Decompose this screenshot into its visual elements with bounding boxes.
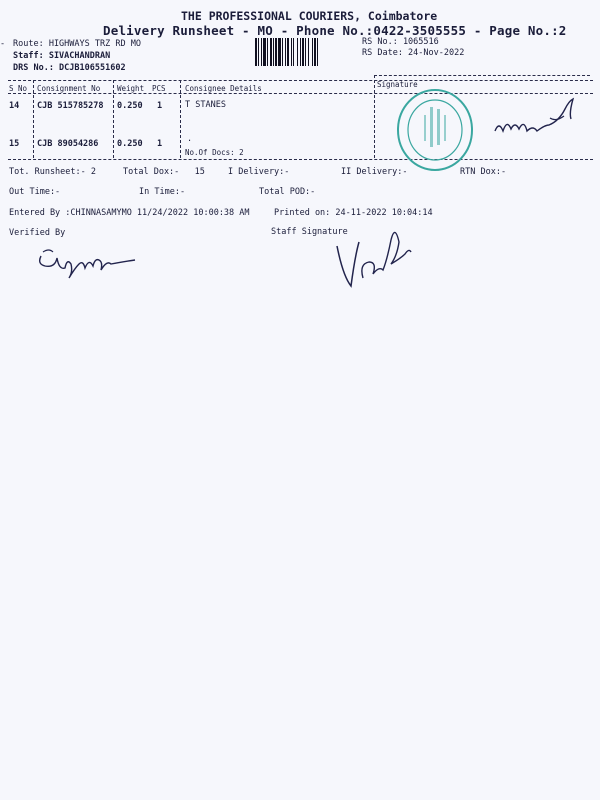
runsheet-subtitle: Delivery Runsheet - MO - Phone No.:0422-3505555 - Page No.:2 xyxy=(103,23,567,38)
route-label: Route: HIGHWAYS TRZ RD MO xyxy=(13,39,141,49)
margin-dash: - xyxy=(0,39,6,49)
printed-on: Printed on: 24-11-2022 10:04:14 xyxy=(274,208,433,218)
col-divider xyxy=(113,80,114,158)
i-delivery: I Delivery:- xyxy=(228,167,290,177)
in-time: In Time:- xyxy=(139,187,186,197)
ii-delivery: II Delivery:- xyxy=(341,167,408,177)
row-14-pcs: 1 xyxy=(157,101,163,111)
row-14-consignee: T STANES xyxy=(185,100,226,110)
col-header-consignment: Consignment No xyxy=(37,84,101,93)
company-stamp xyxy=(395,87,475,173)
rs-date: RS Date: 24-Nov-2022 xyxy=(362,48,465,58)
staff-label: Staff: SIVACHANDRAN xyxy=(13,51,111,61)
rs-number: RS No.: 1065516 xyxy=(362,37,439,47)
col-header-signature: Signature xyxy=(377,80,418,89)
row-14-sno: 14 xyxy=(9,101,20,111)
table-header-rule xyxy=(8,93,593,94)
row-14-consignment: CJB 515785278 xyxy=(37,101,104,111)
table-bottom-rule xyxy=(8,159,593,160)
row-15-consignee: . xyxy=(187,134,193,144)
barcode-bar xyxy=(318,38,320,66)
drs-number: DRS No.: DCJB106551602 xyxy=(13,63,126,73)
row-15-pcs: 1 xyxy=(157,139,163,149)
row-15-sno: 15 xyxy=(9,139,20,149)
total-pod: Total POD:- xyxy=(259,187,316,197)
verifier-signature xyxy=(35,238,155,278)
col-header-consignee: Consignee Details xyxy=(185,84,262,93)
total-runsheet: Tot. Runsheet:- 2 xyxy=(9,167,96,177)
rtn-dox: RTN Dox:- xyxy=(460,167,507,177)
staff-signature xyxy=(335,218,415,293)
company-title: THE PROFESSIONAL COURIERS, Coimbatore xyxy=(181,9,438,23)
row-15-consignment: CJB 89054286 xyxy=(37,139,99,149)
table-top-rule xyxy=(8,80,593,81)
out-time: Out Time:- xyxy=(9,187,61,197)
col-header-weight: Weight xyxy=(117,84,145,93)
signature-header-rule xyxy=(374,75,590,76)
recipient-signature xyxy=(490,96,600,146)
barcode xyxy=(255,38,353,66)
total-dox: Total Dox:- 15 xyxy=(123,167,205,177)
col-header-pcs: PCS xyxy=(152,84,166,93)
staff-signature-label: Staff Signature xyxy=(271,227,348,237)
verified-by-label: Verified By xyxy=(9,228,66,238)
row-14-weight: 0.250 xyxy=(117,101,143,111)
col-divider xyxy=(374,75,375,158)
col-divider xyxy=(180,80,181,158)
col-header-sno: S No xyxy=(9,84,28,93)
entered-by: Entered By :CHINNASAMYMO 11/24/2022 10:00:38 AM xyxy=(9,208,250,218)
col-divider xyxy=(33,80,34,158)
row-15-docs-note: No.Of Docs: 2 xyxy=(185,148,244,157)
row-15-weight: 0.250 xyxy=(117,139,143,149)
